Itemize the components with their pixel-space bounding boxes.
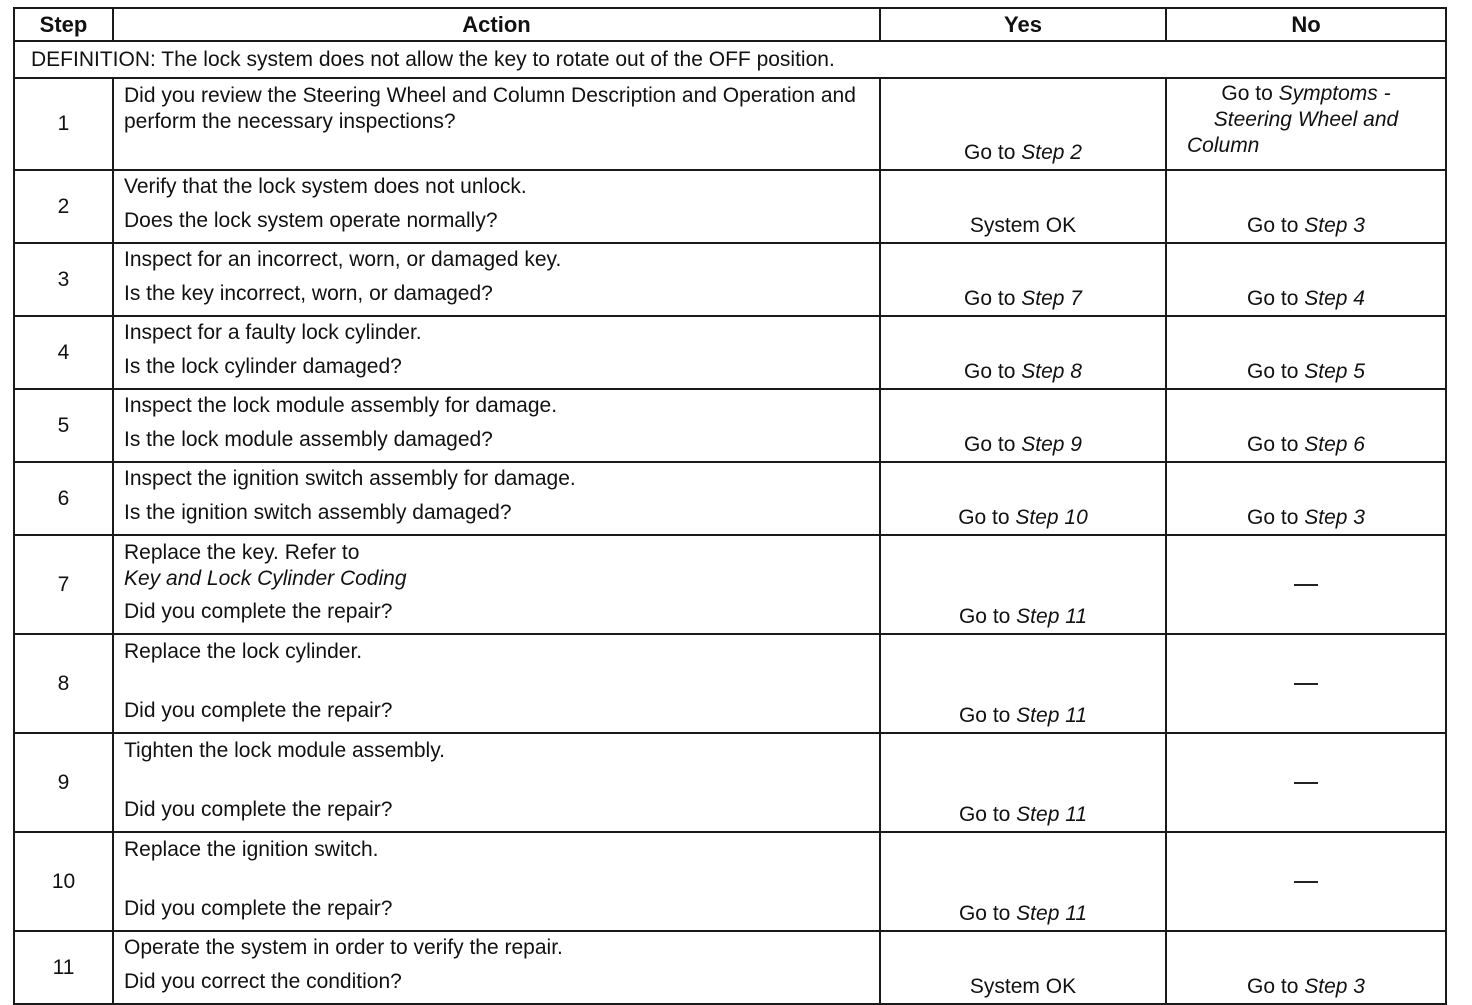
yes-step-link[interactable]: Step 7: [1021, 287, 1082, 310]
table-row: [14, 316, 1446, 389]
yes-step-link[interactable]: Step 10: [1015, 506, 1088, 529]
yes-cell: [880, 462, 1166, 535]
yes-prefix: Go to: [964, 287, 1022, 310]
step-number: 9: [14, 733, 113, 832]
yes-prefix: Go to: [958, 704, 1017, 727]
action-question: Does the lock system operate normally?: [124, 209, 498, 232]
table-row: [14, 462, 1446, 535]
no-step-link[interactable]: Step 5: [1304, 360, 1365, 383]
action-cell: [113, 170, 880, 243]
table-row: [14, 832, 1446, 931]
reference-link[interactable]: Key and Lock Cylinder Coding: [124, 567, 407, 590]
step-number: 11: [14, 931, 113, 1004]
yes-step-link[interactable]: Step 9: [1021, 433, 1082, 456]
yes-step-link[interactable]: Step 2: [1021, 141, 1082, 164]
yes-prefix: Go to: [958, 803, 1017, 826]
step-number: 10: [14, 832, 113, 931]
action-question: Did you complete the repair?: [124, 600, 393, 623]
table-row: [14, 931, 1446, 1004]
action-cell: [113, 462, 880, 535]
yes-cell: [880, 243, 1166, 316]
action-cell: [113, 316, 880, 389]
definition-row: [14, 41, 1446, 78]
yes-step-link[interactable]: Step 11: [1016, 902, 1088, 925]
action-text: Inspect for a faulty lock cylinder.: [124, 321, 422, 344]
no-cell: [1166, 931, 1446, 1004]
action-text: Verify that the lock system does not unlock.: [124, 175, 527, 198]
yes-prefix: Go to: [964, 141, 1022, 164]
action-question: Is the ignition switch assembly damaged?: [124, 501, 512, 524]
step-number: 6: [14, 462, 113, 535]
no-prefix: Go to: [1247, 975, 1305, 998]
action-cell: [113, 733, 880, 832]
action-cell: [113, 931, 880, 1004]
action-question: Did you complete the repair?: [124, 699, 393, 722]
yes-step-link[interactable]: Step 11: [1016, 803, 1088, 826]
no-cell: [1166, 243, 1446, 316]
no-cell: [1166, 389, 1446, 462]
dash-icon: [1294, 881, 1318, 883]
action-question: Is the lock cylinder damaged?: [124, 355, 402, 378]
action-cell: [113, 389, 880, 462]
action-cell: [113, 535, 880, 634]
table-row: [14, 78, 1446, 170]
yes-prefix: Go to: [964, 360, 1022, 383]
step-number: 8: [14, 634, 113, 733]
action-text: Replace the ignition switch.: [124, 838, 379, 861]
yes-cell: [880, 78, 1166, 170]
dash-icon: [1294, 782, 1318, 784]
yes-cell: [880, 634, 1166, 733]
no-step-link[interactable]: Step 3: [1304, 506, 1365, 529]
table-row: [14, 535, 1446, 634]
no-step-link[interactable]: Step 3: [1304, 975, 1365, 998]
action-question: Did you correct the condition?: [124, 970, 402, 993]
definition-text: DEFINITION: The lock system does not allow the key to rotate out of the OFF position.: [14, 41, 1446, 78]
step-number: 4: [14, 316, 113, 389]
yes-cell: [880, 733, 1166, 832]
no-prefix: Go to: [1247, 506, 1305, 529]
action-question: Did you complete the repair?: [124, 897, 393, 920]
no-prefix: Go to: [1221, 82, 1279, 105]
yes-prefix: Go to: [958, 605, 1017, 628]
header-step: Step: [14, 8, 113, 41]
action-text: Did you review the Steering Wheel and Column Description and Operation and perform the necessary inspections?: [124, 84, 856, 133]
yes-prefix: Go to: [964, 433, 1022, 456]
yes-cell: System OK: [880, 931, 1166, 1004]
no-cell: [1166, 634, 1446, 733]
no-cell: [1166, 316, 1446, 389]
yes-cell: [880, 316, 1166, 389]
step-number: 5: [14, 389, 113, 462]
yes-prefix: Go to: [958, 902, 1017, 925]
action-text: Inspect the ignition switch assembly for damage.: [124, 467, 576, 490]
step-number: 7: [14, 535, 113, 634]
no-link-part-2[interactable]: Steering Wheel and: [1213, 108, 1399, 131]
no-cell: [1166, 535, 1446, 634]
no-prefix: Go to: [1247, 360, 1305, 383]
no-prefix: Go to: [1247, 433, 1305, 456]
no-cell: [1166, 78, 1446, 170]
no-prefix: Go to: [1247, 214, 1305, 237]
action-cell: [113, 243, 880, 316]
table-row: [14, 243, 1446, 316]
action-cell: [113, 634, 880, 733]
action-cell: [113, 78, 880, 170]
no-cell: [1166, 733, 1446, 832]
header-row: [14, 8, 1446, 41]
action-question: Is the key incorrect, worn, or damaged?: [124, 282, 493, 305]
action-text: Operate the system in order to verify the repair.: [124, 936, 563, 959]
action-text: Tighten the lock module assembly.: [124, 739, 445, 762]
header-yes: Yes: [880, 8, 1166, 41]
table-row: [14, 733, 1446, 832]
no-step-link[interactable]: Step 3: [1304, 214, 1365, 237]
yes-prefix: Go to: [958, 506, 1016, 529]
no-link-part-1[interactable]: Symptoms -: [1278, 82, 1391, 105]
no-cell: [1166, 832, 1446, 931]
header-action: Action: [113, 8, 880, 41]
action-text: Inspect for an incorrect, worn, or damaged key.: [124, 248, 562, 271]
table-row: [14, 389, 1446, 462]
step-number: 1: [14, 78, 113, 170]
no-step-link[interactable]: Step 4: [1304, 287, 1365, 310]
dash-icon: [1294, 683, 1318, 685]
table-row: [14, 170, 1446, 243]
no-link-part-3[interactable]: Column: [1187, 134, 1260, 157]
dash-icon: [1294, 584, 1318, 586]
step-number: 3: [14, 243, 113, 316]
yes-step-link[interactable]: Step 11: [1016, 605, 1088, 628]
action-cell: [113, 832, 880, 931]
action-question: Did you complete the repair?: [124, 798, 393, 821]
table-row: [14, 634, 1446, 733]
no-prefix: Go to: [1247, 287, 1305, 310]
header-no: No: [1166, 8, 1446, 41]
yes-cell: System OK: [880, 170, 1166, 243]
action-question: Is the lock module assembly damaged?: [124, 428, 493, 451]
no-cell: [1166, 170, 1446, 243]
yes-step-link[interactable]: Step 8: [1021, 360, 1082, 383]
diagnostic-table: [13, 7, 1447, 1005]
yes-cell: [880, 535, 1166, 634]
yes-cell: [880, 832, 1166, 931]
action-text: Inspect the lock module assembly for damage.: [124, 394, 558, 417]
no-step-link[interactable]: Step 6: [1304, 433, 1365, 456]
yes-cell: [880, 389, 1166, 462]
action-text: Replace the lock cylinder.: [124, 640, 363, 663]
yes-step-link[interactable]: Step 11: [1016, 704, 1088, 727]
no-cell: [1166, 462, 1446, 535]
action-text: Replace the key. Refer to: [124, 541, 360, 564]
step-number: 2: [14, 170, 113, 243]
